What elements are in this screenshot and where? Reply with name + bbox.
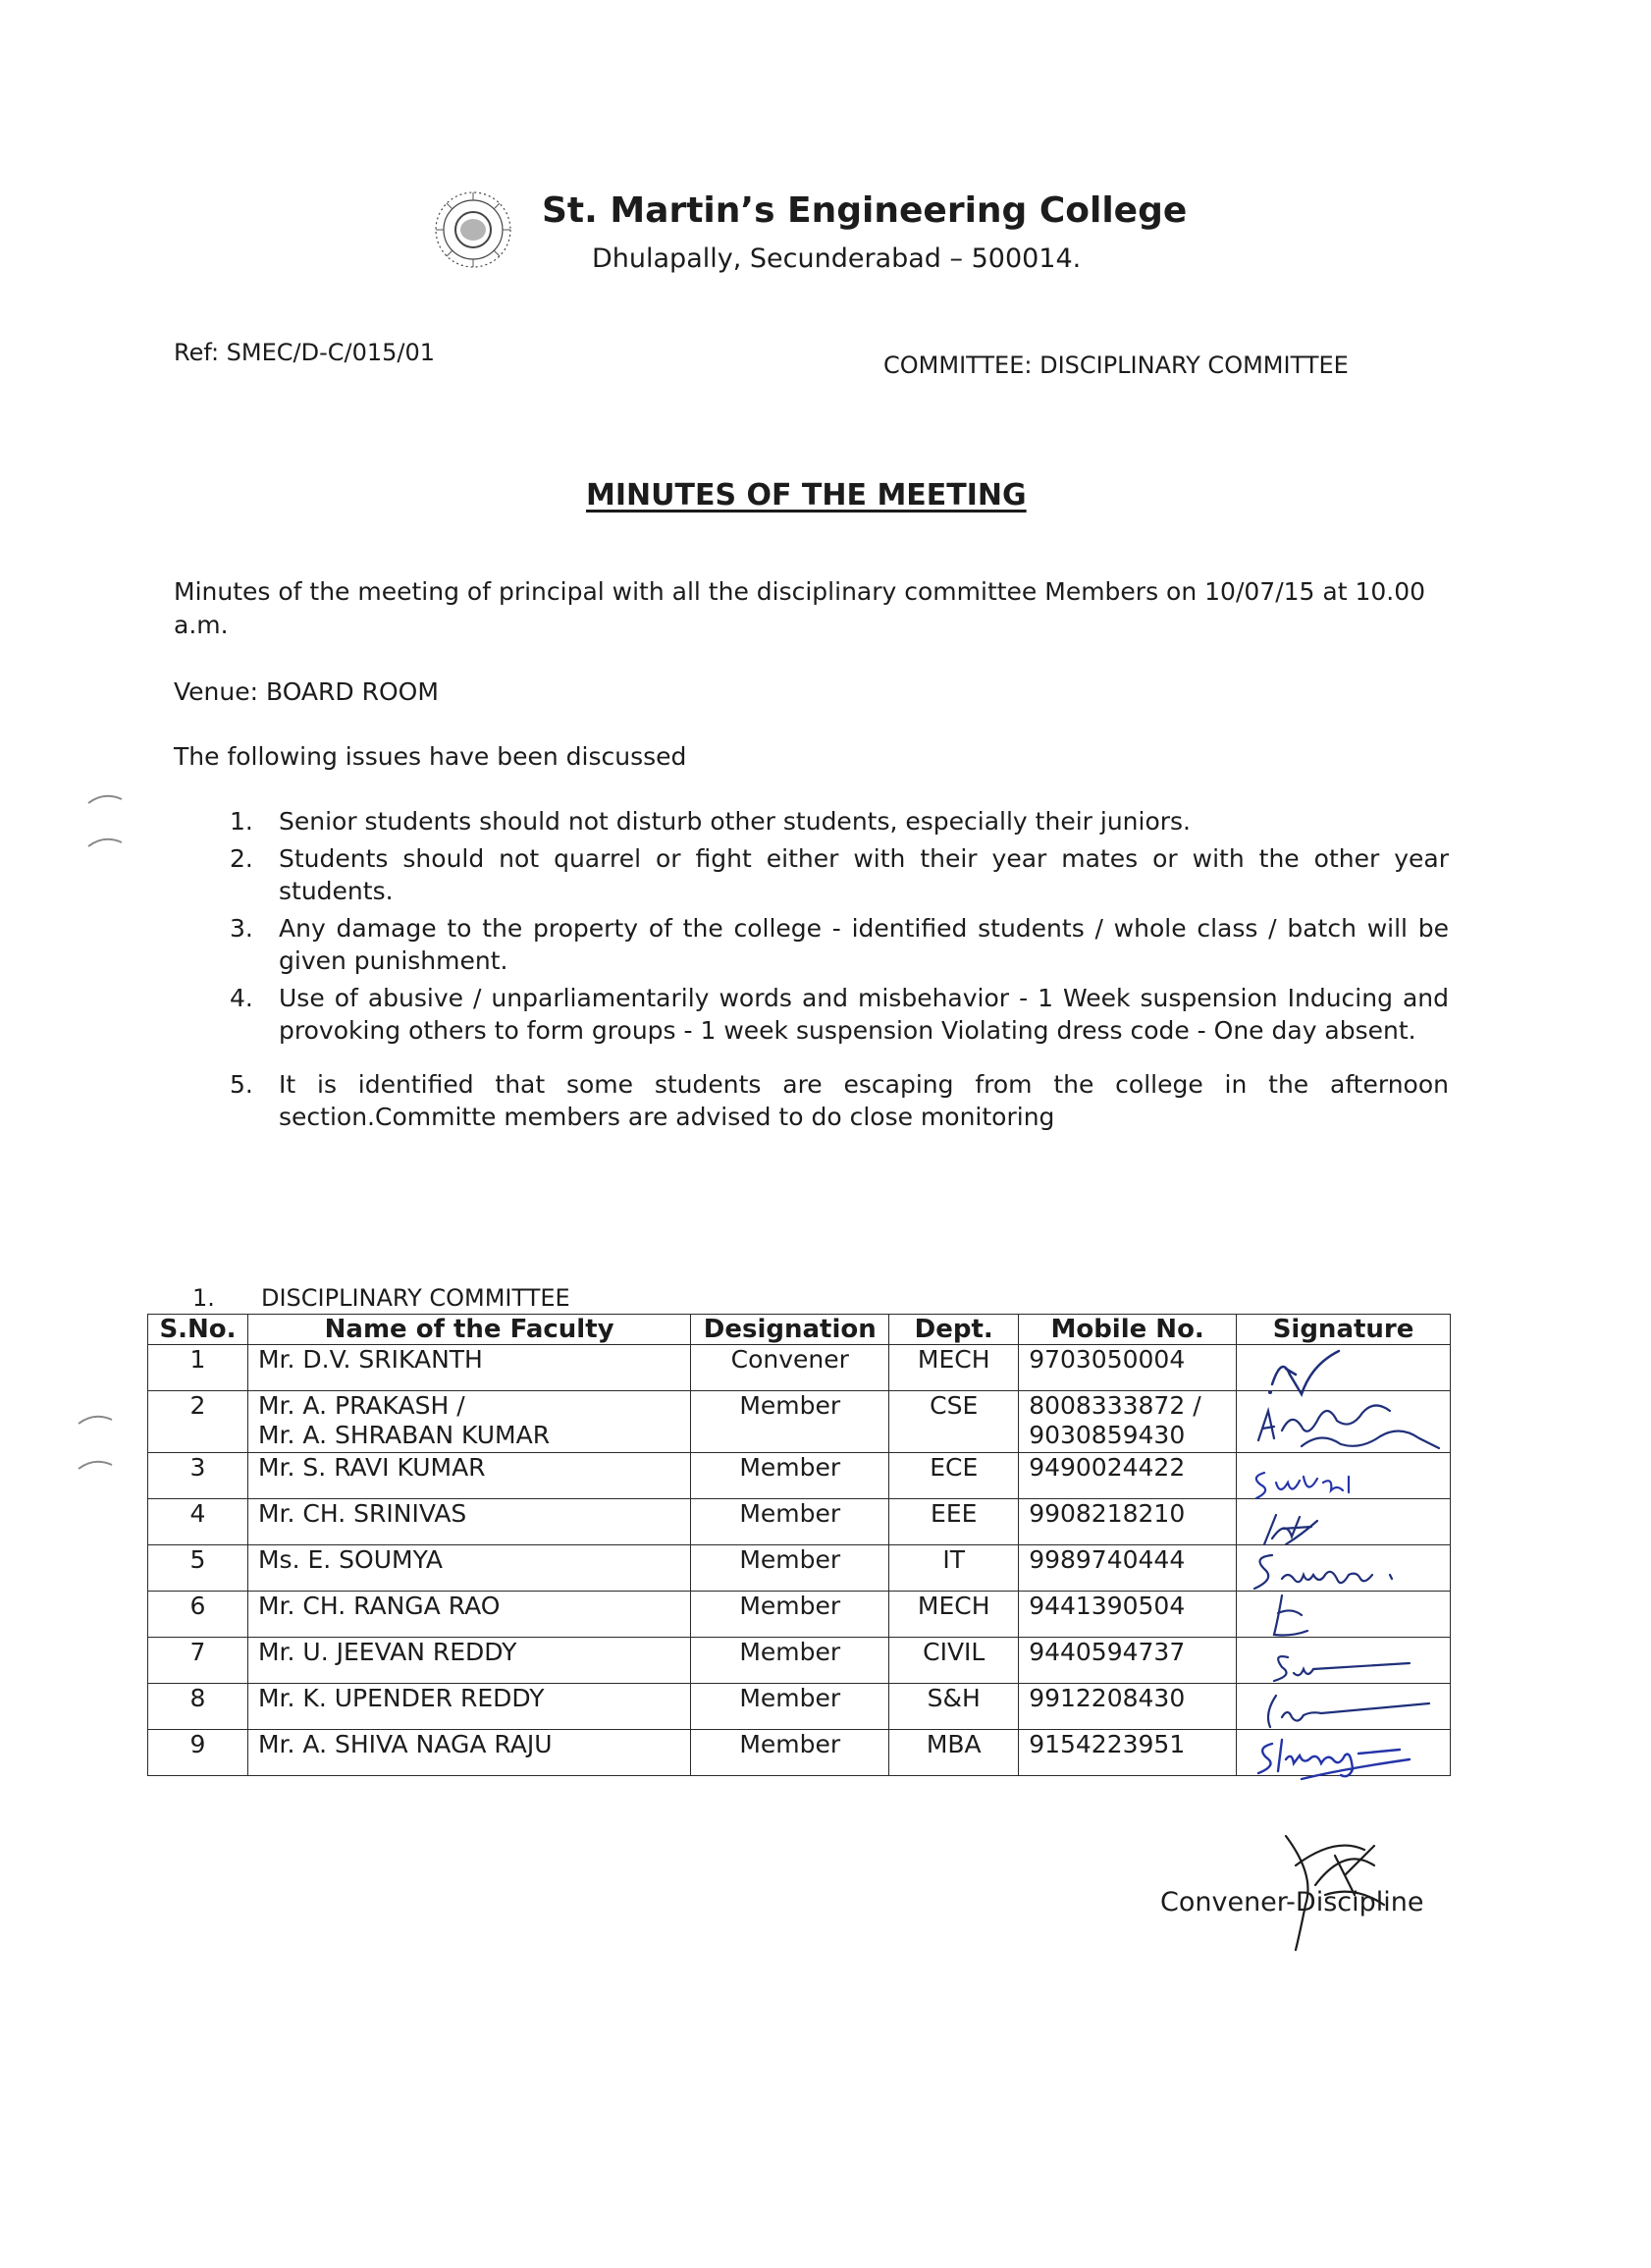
mobile-cell: 9154223951 [1019, 1730, 1237, 1776]
column-header: Designation [691, 1315, 889, 1345]
signature-mark [1243, 1730, 1449, 1785]
list-item [230, 982, 1449, 1047]
table-row [148, 1391, 1451, 1453]
dept-cell: ECE [889, 1453, 1019, 1499]
designation-cell: Member [691, 1592, 889, 1638]
dept-cell: MECH [889, 1345, 1019, 1391]
college-name: St. Martin’s Engineering College [542, 190, 1188, 231]
name-cell: Ms. E. SOUMYA [247, 1545, 690, 1592]
designation-cell: Member [691, 1499, 889, 1545]
table-row [148, 1730, 1451, 1776]
list-item [230, 1068, 1449, 1133]
sno-cell: 1 [148, 1345, 248, 1391]
signature-mark [1243, 1391, 1449, 1460]
name-cell: Mr. D.V. SRIKANTH [247, 1345, 690, 1391]
name-line: Mr. A. SHRABAN KUMAR [257, 1421, 551, 1449]
name-cell: Mr. CH. SRINIVAS [247, 1499, 690, 1545]
document-title: MINUTES OF THE MEETING [586, 478, 1027, 513]
issue-text: It is identified that some students are escaping from the college in the afternoon section.Committe members are advised to do close monitoring [279, 1070, 1449, 1131]
signature-cell [1237, 1684, 1451, 1730]
mobile-line: 8008333872 / [1029, 1391, 1201, 1420]
reference-number: Ref: SMEC/D-C/015/01 [174, 339, 436, 366]
mobile-cell: 9440594737 [1019, 1638, 1237, 1684]
name-cell: Mr. U. JEEVAN REDDY [247, 1638, 690, 1684]
dept-cell: MBA [889, 1730, 1019, 1776]
name-cell: Mr. K. UPENDER REDDY [247, 1684, 690, 1730]
signature-cell [1237, 1345, 1451, 1391]
table-row [148, 1453, 1451, 1499]
designation-cell: Member [691, 1453, 889, 1499]
signature-cell [1237, 1730, 1451, 1776]
table-number: 1. [192, 1284, 215, 1312]
table-row [148, 1684, 1451, 1730]
punch-hole-marks [75, 1404, 118, 1483]
name-cell: Mr. S. RAVI KUMAR [247, 1453, 690, 1499]
mobile-cell: 9989740444 [1019, 1545, 1237, 1592]
table-row [148, 1592, 1451, 1638]
issue-text: Any damage to the property of the college - identified students / whole class / batch will be given punishment. [279, 914, 1449, 975]
list-item [230, 842, 1449, 907]
signature-cell [1237, 1545, 1451, 1592]
designation-cell: Member [691, 1545, 889, 1592]
dept-cell: CIVIL [889, 1638, 1019, 1684]
mobile-line: 9030859430 [1029, 1421, 1186, 1449]
dept-cell: S&H [889, 1684, 1019, 1730]
table-header-row [148, 1315, 1451, 1345]
dept-cell: MECH [889, 1592, 1019, 1638]
designation-cell: Member [691, 1730, 889, 1776]
signature-cell [1237, 1638, 1451, 1684]
mobile-cell: 9908218210 [1019, 1499, 1237, 1545]
designation-cell: Member [691, 1391, 889, 1453]
college-logo [432, 189, 514, 271]
convener-signatory: Convener-Discipline [1160, 1887, 1424, 1917]
mobile-cell [1019, 1391, 1237, 1453]
committee-table [147, 1314, 1451, 1776]
designation-cell: Member [691, 1684, 889, 1730]
sno-cell: 8 [148, 1684, 248, 1730]
mobile-cell: 9912208430 [1019, 1684, 1237, 1730]
issue-text: Senior students should not disturb other students, especially their juniors. [279, 807, 1192, 836]
mobile-cell: 9703050004 [1019, 1345, 1237, 1391]
sno-cell: 4 [148, 1499, 248, 1545]
column-header: Dept. [889, 1315, 1019, 1345]
table-row [148, 1499, 1451, 1545]
issue-text: Students should not quarrel or fight either with their year mates or with the other year students. [279, 844, 1449, 905]
column-header: Mobile No. [1019, 1315, 1237, 1345]
dept-cell: EEE [889, 1499, 1019, 1545]
issues-list [230, 805, 1449, 1138]
column-header: Name of the Faculty [247, 1315, 690, 1345]
column-header: Signature [1237, 1315, 1451, 1345]
issue-number: 2. [230, 844, 253, 873]
sno-cell: 2 [148, 1391, 248, 1453]
sno-cell: 6 [148, 1592, 248, 1638]
table-title: DISCIPLINARY COMMITTEE [261, 1284, 570, 1312]
sno-cell: 3 [148, 1453, 248, 1499]
meeting-intro: Minutes of the meeting of principal with all the disciplinary committee Members on 10/07/15 at 10.00 a.m. [174, 577, 1426, 639]
dept-cell: CSE [889, 1391, 1019, 1453]
name-line: Mr. A. PRAKASH / [257, 1391, 465, 1420]
issue-number: 3. [230, 914, 253, 943]
sno-cell: 5 [148, 1545, 248, 1592]
name-cell: Mr. A. SHIVA NAGA RAJU [247, 1730, 690, 1776]
sno-cell: 9 [148, 1730, 248, 1776]
issue-number: 4. [230, 984, 253, 1012]
name-cell [247, 1391, 690, 1453]
signature-cell [1237, 1499, 1451, 1545]
college-address: Dhulapally, Secunderabad – 500014. [592, 243, 1082, 274]
meeting-venue: Venue: BOARD ROOM [174, 677, 439, 706]
designation-cell: Member [691, 1638, 889, 1684]
designation-cell: Convener [691, 1345, 889, 1391]
issue-number: 1. [230, 807, 253, 836]
committee-label: COMMITTEE: DISCIPLINARY COMMITTEE [883, 351, 1349, 379]
sno-cell: 7 [148, 1638, 248, 1684]
list-item [230, 912, 1449, 977]
column-header: S.No. [148, 1315, 248, 1345]
mobile-cell: 9441390504 [1019, 1592, 1237, 1638]
name-cell: Mr. CH. RANGA RAO [247, 1592, 690, 1638]
issue-text: Use of abusive / unparliamentarily words and misbehavior - 1 Week suspension Inducing and provoking others to form groups - 1 week suspension Violating dress code - One day absent. [279, 984, 1449, 1045]
signature-cell [1237, 1453, 1451, 1499]
table-heading [192, 1284, 570, 1312]
signature-cell [1237, 1592, 1451, 1638]
issues-intro: The following issues have been discussed [174, 742, 687, 771]
table-row [148, 1545, 1451, 1592]
signature-cell [1237, 1391, 1451, 1453]
list-item [230, 805, 1449, 837]
issue-number: 5. [230, 1070, 253, 1099]
dept-cell: IT [889, 1545, 1019, 1592]
punch-hole-marks [84, 789, 128, 858]
table-row [148, 1638, 1451, 1684]
mobile-cell: 9490024422 [1019, 1453, 1237, 1499]
table-row [148, 1345, 1451, 1391]
